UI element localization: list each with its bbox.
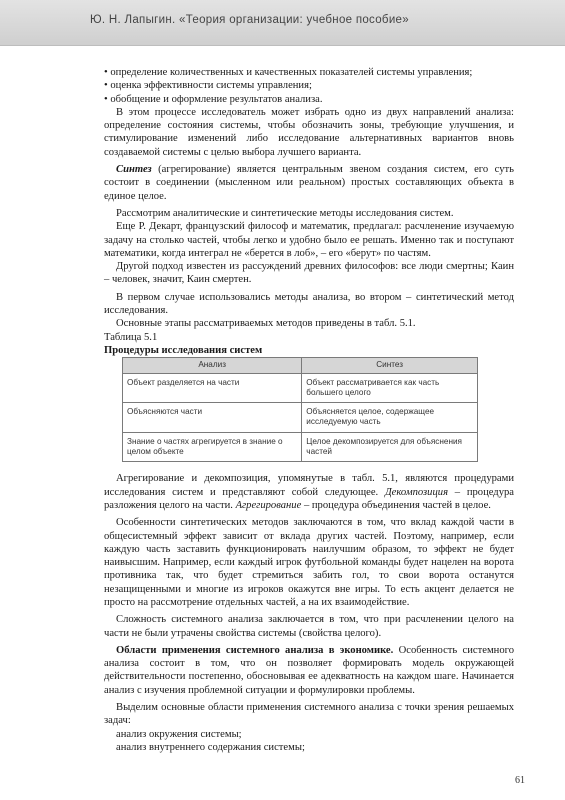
paragraph: Выделим основные области применения системного анализа с точки зрения решаемых задач:	[104, 702, 514, 727]
paragraph: Рассмотрим аналитические и синтетические методы исследования систем.	[116, 207, 454, 219]
paragraph: В первом случае использовались методы анализа, во втором – синтетический метод исследования.	[104, 291, 514, 317]
table-title: Процедуры исследования систем	[104, 344, 263, 356]
table-row	[123, 403, 478, 433]
table-cell: Целое декомпозируется для объяснения частей	[302, 432, 478, 462]
paragraph: Еще Р. Декарт, французский философ и математик, предлагал: расчленение изучаемую задачу на столько частей, чтобы легко и удобно было ее решать. Именно так и поступают математики, когда интеграл не «берется в лоб», – его «берут» по частям.	[104, 221, 514, 259]
paragraph: Области применения системного анализа в экономике. Особенность системного анализа состоит в том, что он позволяет формировать модель окружающей действительности постепенно, обосновывая ее адекватность на каждом шаге. Начинается анализ с изучения проблемной ситуации и формулировки проблемы.	[104, 644, 515, 696]
table-header-cell: Синтез	[302, 358, 478, 373]
page-content	[104, 66, 514, 754]
term-aggregation: Агрегирование	[235, 499, 302, 511]
table-cell: Объект разделяется на части	[123, 373, 302, 403]
header-title: Ю. Н. Лапыгин. «Теория организации: учебное пособие»	[90, 14, 409, 26]
table-row	[123, 432, 478, 462]
table-header-row	[123, 358, 478, 373]
table-cell: Объясняется целое, содержащее исследуемую часть	[302, 403, 478, 433]
list-item: анализ окружения системы;	[116, 728, 242, 740]
term-decomposition: Декомпозиция	[384, 486, 448, 498]
table-cell: Объект рассматривается как часть большего целого	[302, 373, 478, 403]
paragraph: Агрегирование и декомпозиция, упомянутые в табл. 5.1, являются процедурами исследования систем и представляют собой следующее. Декомпозиция – процедура разложения целого на части. Агрегирование – процедура объединения частей в целое.	[104, 473, 514, 511]
bullet-item: • обобщение и оформление результатов анализа.	[104, 93, 514, 106]
paragraph: Другой подход известен из рассуждений древних философов: все люди смертны; Каин – человек, значит, Каин смертен.	[104, 261, 514, 286]
list-item: анализ внутреннего содержания системы;	[116, 741, 305, 753]
page-header	[0, 0, 565, 46]
paragraph: Синтез (агрегирование) является центральным звеном создания систем, его суть состоит в соединении (мысленном или реальном) простых составляющих объекта в единое целое.	[104, 164, 514, 202]
paragraph: Основные этапы рассматриваемых методов приведены в табл. 5.1.	[116, 318, 416, 330]
table-row	[123, 373, 478, 403]
paragraph: Особенности синтетических методов заключаются в том, что вклад каждой части в общесистемный эффект зависит от вклада других частей. Поэтому, например, если каждую часть заставить функционировать наилучшим образом, то эффект не будет наивысшим. Например, если каждый игрок футбольной команды будет нацелен на ворота противника так, что будет стремиться забить гол, то свои ворота останутся незащищенными и многие из игроков окажутся вне игры. То есть акцент делается не просто на рассмотрение отдельных частей, а на их взаимодействие.	[104, 517, 514, 608]
bullet-item: • определение количественных и качественных показателей системы управления;	[104, 66, 514, 79]
table-cell: Объясняются части	[123, 403, 302, 433]
page-number: 61	[515, 775, 525, 786]
paragraph: В этом процессе исследователь может избрать одно из двух направлений анализа: определение состояния системы, чтобы обозначить зоны, требующие улучшения, и стимулирование изменений либо исследование альтернативных вариантов вновь создаваемой системы с целью выбора лучшего варианта.	[104, 106, 514, 158]
bullet-item: • оценка эффективности системы управления;	[104, 79, 514, 92]
section-heading: Области применения системного анализа в экономике.	[116, 644, 394, 656]
paragraph: Сложность системного анализа заключается в том, что при расчленении целого на части не были утрачены свойства системы (свойства целого).	[104, 614, 514, 639]
table-label: Таблица 5.1	[104, 331, 158, 343]
procedures-table	[122, 357, 478, 462]
term-synthesis: Синтез	[116, 164, 152, 176]
table-header-cell: Анализ	[123, 358, 302, 373]
table-cell: Знание о частях агрегируется в знание о целом объекте	[123, 432, 302, 462]
